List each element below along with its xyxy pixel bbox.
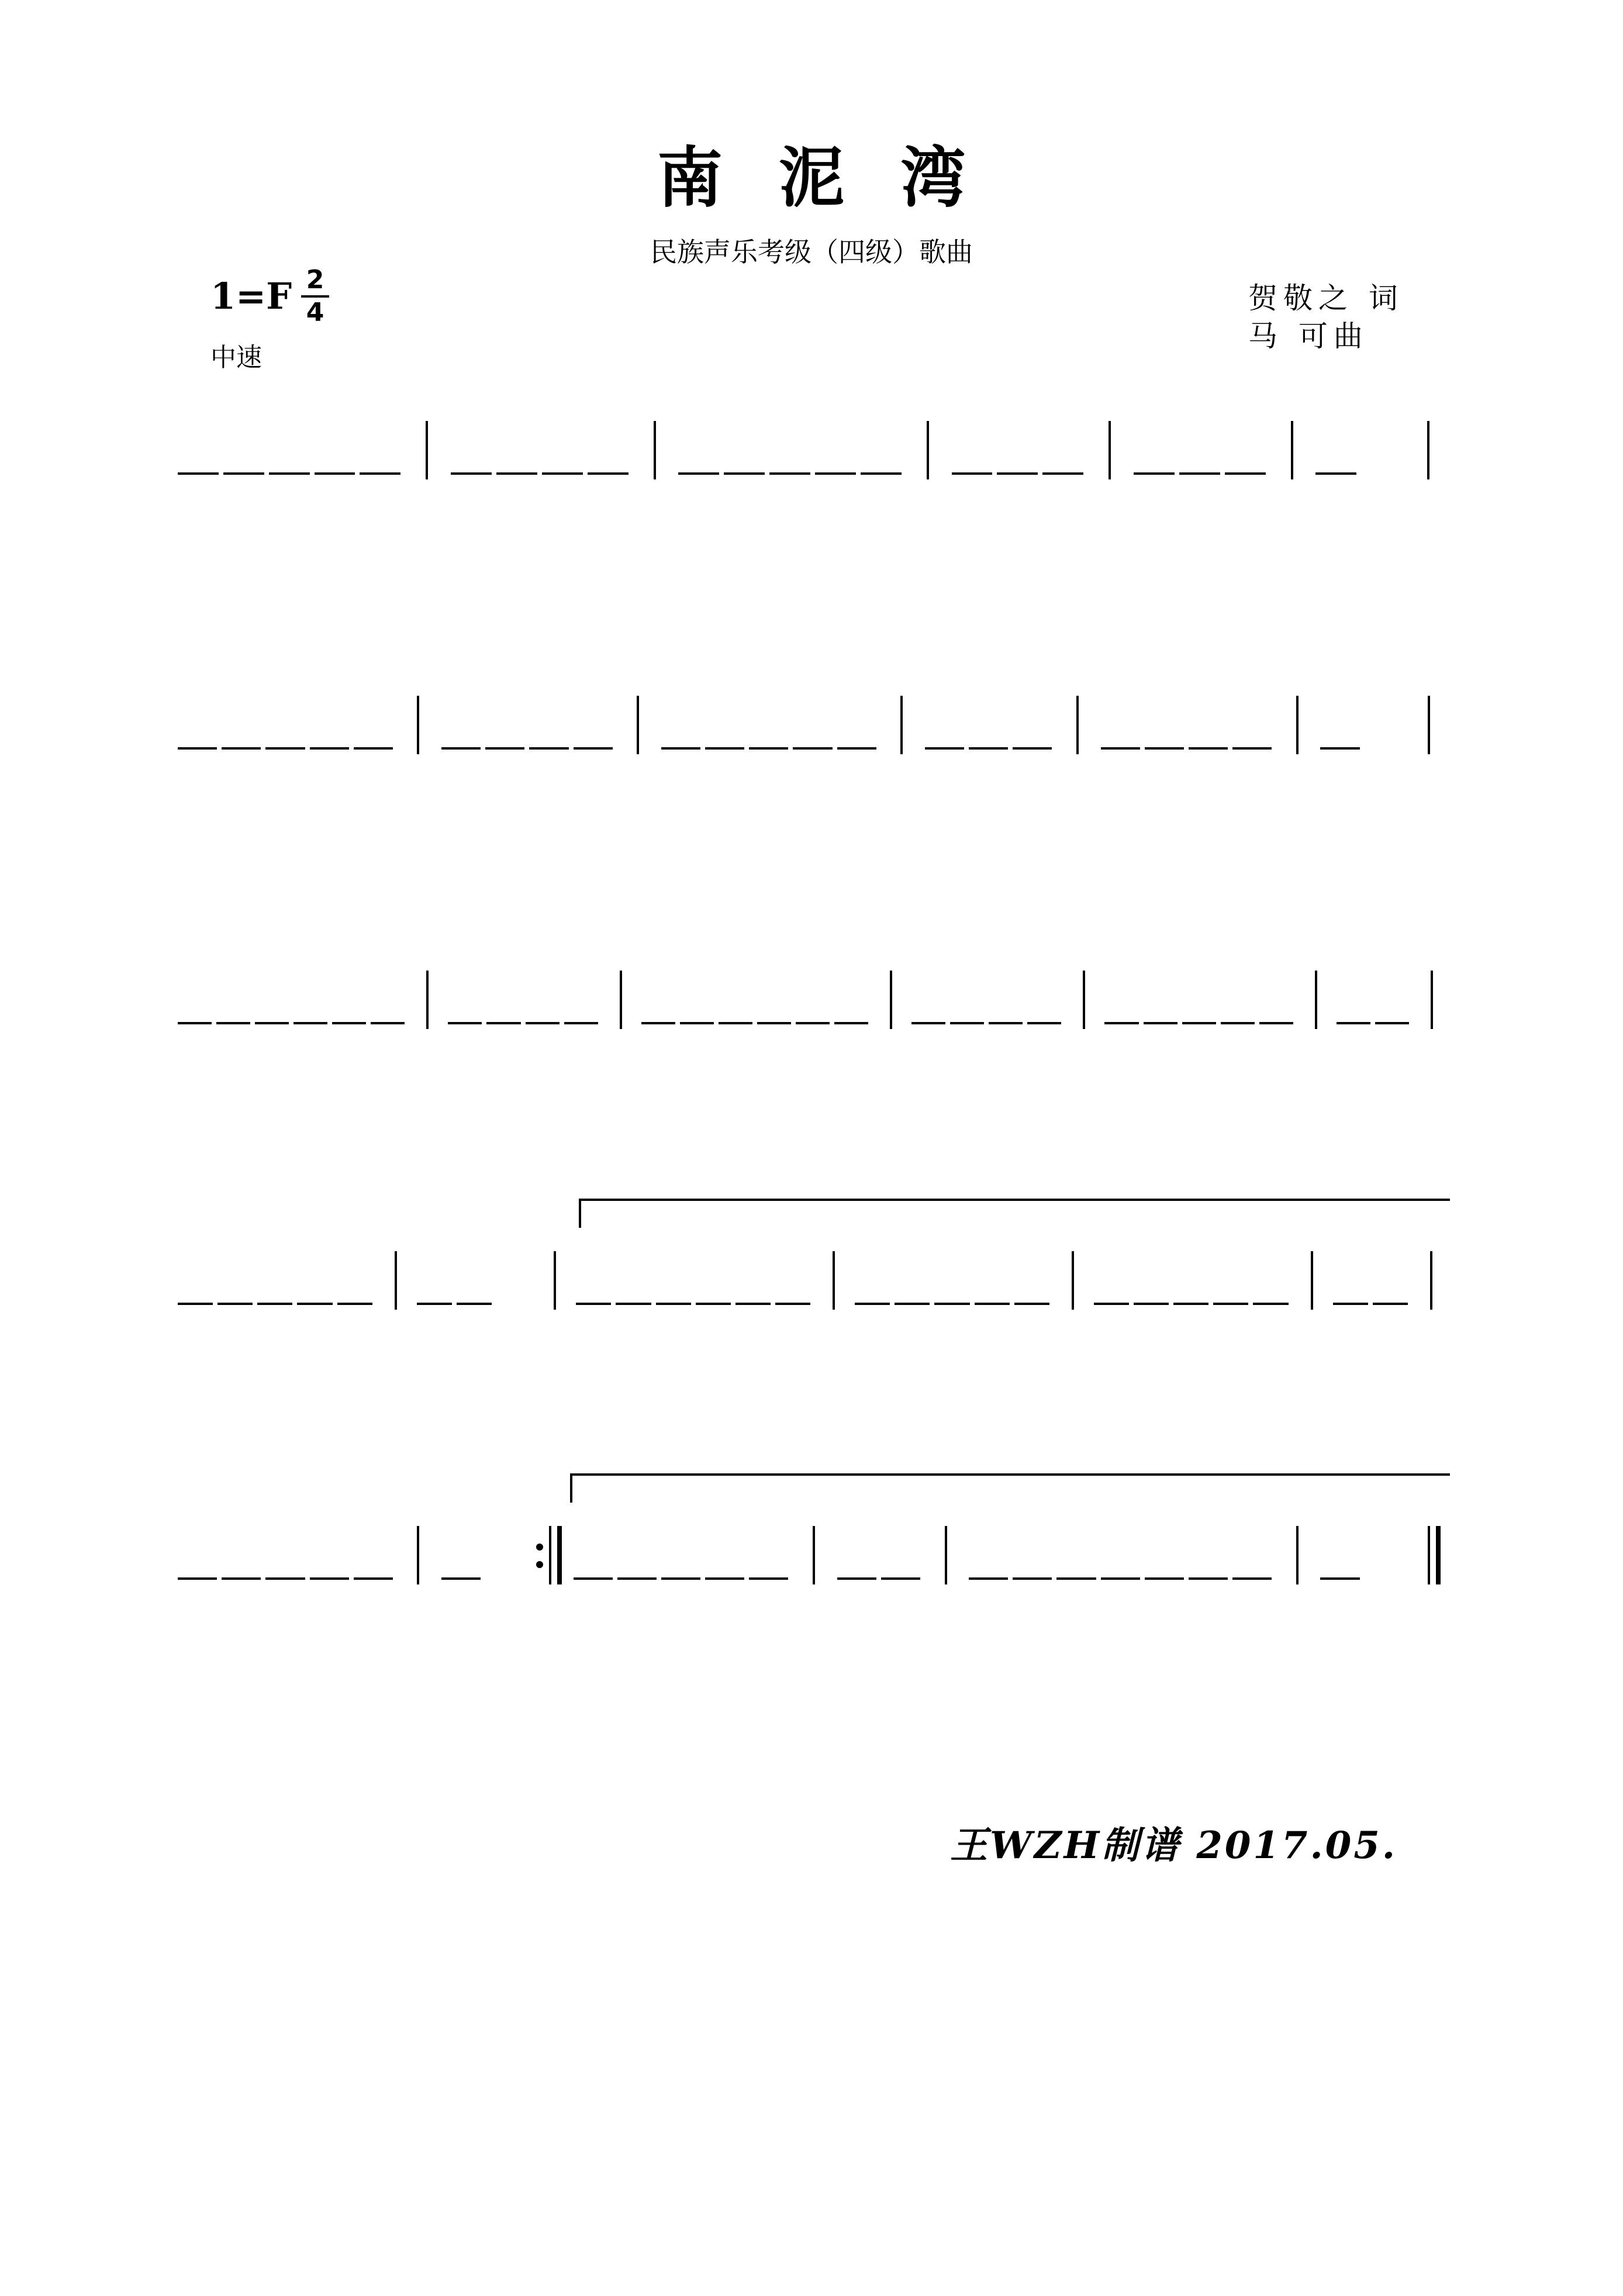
barline xyxy=(1296,696,1299,754)
underline xyxy=(661,1577,700,1580)
underline xyxy=(1042,472,1083,475)
underline xyxy=(441,1577,481,1580)
underline xyxy=(485,747,524,750)
barline xyxy=(1428,1526,1430,1584)
underline xyxy=(293,1022,327,1024)
underline xyxy=(297,1303,332,1305)
underline xyxy=(269,472,310,475)
underline xyxy=(696,1303,731,1305)
underline xyxy=(749,747,788,750)
underline xyxy=(1225,472,1266,475)
underline xyxy=(354,747,393,750)
underline xyxy=(178,747,217,750)
underline xyxy=(1144,1022,1177,1024)
underline xyxy=(255,1022,289,1024)
barline xyxy=(833,1251,835,1310)
underline xyxy=(1013,1577,1052,1580)
underline xyxy=(757,1022,791,1024)
underline xyxy=(1056,1577,1096,1580)
barline-double xyxy=(557,1526,562,1584)
barline xyxy=(1076,696,1079,754)
time-signature xyxy=(301,266,329,327)
tempo-marking: 中速 xyxy=(210,343,262,372)
underline xyxy=(315,472,355,475)
underline xyxy=(1189,1577,1228,1580)
underline xyxy=(911,1022,945,1024)
underline xyxy=(1320,1577,1359,1580)
underline xyxy=(934,1303,969,1305)
underline xyxy=(257,1303,292,1305)
underline xyxy=(861,472,902,475)
underline xyxy=(1320,747,1359,750)
lyricist-credit: 贺敬之 词 xyxy=(1248,281,1404,315)
underline xyxy=(216,1022,250,1024)
underline xyxy=(950,1022,984,1024)
volta-line xyxy=(570,1473,572,1503)
underline xyxy=(837,1577,876,1580)
underline xyxy=(656,1303,691,1305)
underline xyxy=(441,747,481,750)
underline xyxy=(1259,1022,1293,1024)
barline xyxy=(927,421,929,479)
underline xyxy=(1221,1022,1255,1024)
underline xyxy=(793,747,832,750)
underline xyxy=(451,472,492,475)
underline xyxy=(1014,1303,1049,1305)
underline xyxy=(576,1303,611,1305)
time-numerator: 2 xyxy=(306,265,324,295)
underline xyxy=(1232,747,1272,750)
underline xyxy=(1134,1303,1169,1305)
barline xyxy=(554,1251,556,1310)
underline xyxy=(265,747,305,750)
underline xyxy=(1213,1303,1248,1305)
underline xyxy=(223,472,264,475)
underline xyxy=(975,1303,1010,1305)
underline xyxy=(526,1022,560,1024)
underline xyxy=(178,1577,217,1580)
underline xyxy=(1315,472,1356,475)
underline xyxy=(989,1022,1023,1024)
underline xyxy=(834,1022,868,1024)
underline xyxy=(775,1303,810,1305)
underline xyxy=(705,747,744,750)
underline xyxy=(542,472,583,475)
underline xyxy=(952,472,993,475)
underline xyxy=(1101,747,1140,750)
underline xyxy=(1375,1022,1409,1024)
barline xyxy=(395,1251,397,1310)
underline xyxy=(337,1303,372,1305)
underline xyxy=(1145,1577,1184,1580)
underline xyxy=(486,1022,520,1024)
underline xyxy=(1013,747,1052,750)
underline xyxy=(1232,1577,1272,1580)
underline xyxy=(1173,1303,1208,1305)
underline xyxy=(617,1577,657,1580)
underline xyxy=(705,1577,744,1580)
barline-double xyxy=(1436,1526,1441,1584)
underline xyxy=(735,1303,771,1305)
underline xyxy=(661,747,700,750)
volta-bracket xyxy=(579,1199,1450,1201)
barline xyxy=(426,421,428,479)
barline xyxy=(1315,971,1317,1029)
underline xyxy=(815,472,856,475)
volta-line xyxy=(579,1199,581,1228)
underline xyxy=(1182,1022,1216,1024)
underline xyxy=(574,1577,613,1580)
underline xyxy=(969,747,1008,750)
underline xyxy=(881,1577,920,1580)
underline xyxy=(769,472,810,475)
transcriber-signature: 王WZH制谱 2017.05. xyxy=(950,1824,1398,1867)
underline xyxy=(855,1303,890,1305)
underline xyxy=(641,1022,675,1024)
underline xyxy=(496,472,537,475)
underline xyxy=(354,1577,393,1580)
underline xyxy=(332,1022,366,1024)
underline xyxy=(564,1022,598,1024)
underline xyxy=(1189,747,1228,750)
underline xyxy=(749,1577,788,1580)
barline xyxy=(900,696,903,754)
barline xyxy=(637,696,639,754)
underline xyxy=(1104,1022,1138,1024)
underline xyxy=(310,1577,349,1580)
underline xyxy=(997,472,1038,475)
underline xyxy=(222,1577,261,1580)
barline xyxy=(1427,421,1429,479)
underline xyxy=(529,747,568,750)
underline xyxy=(895,1303,930,1305)
barline xyxy=(1311,1251,1313,1310)
underline xyxy=(360,472,400,475)
song-title: 南泥湾 xyxy=(657,140,1022,216)
barline xyxy=(813,1526,815,1584)
underline xyxy=(724,472,765,475)
time-denominator: 4 xyxy=(306,298,324,327)
barline xyxy=(1109,421,1111,479)
underline xyxy=(417,1303,452,1305)
underline xyxy=(217,1303,253,1305)
barline xyxy=(1431,971,1433,1029)
underline xyxy=(1145,747,1184,750)
volta-bracket xyxy=(570,1473,1450,1476)
barline xyxy=(549,1526,551,1584)
barline xyxy=(890,971,892,1029)
underline xyxy=(616,1303,651,1305)
underline xyxy=(1101,1577,1140,1580)
barline xyxy=(417,696,419,754)
barline xyxy=(1072,1251,1074,1310)
underline xyxy=(1134,472,1175,475)
repeat-dot xyxy=(536,1561,543,1568)
underline xyxy=(925,747,964,750)
song-subtitle: 民族声乐考级（四级）歌曲 xyxy=(650,236,973,268)
barline xyxy=(1083,971,1085,1029)
underline xyxy=(178,1022,212,1024)
underline xyxy=(1333,1303,1368,1305)
barline xyxy=(654,421,656,479)
underline xyxy=(448,1022,482,1024)
underline xyxy=(1027,1022,1061,1024)
repeat-dot xyxy=(536,1544,543,1551)
underline xyxy=(178,1303,213,1305)
underline xyxy=(969,1577,1008,1580)
composer-credit: 马 可曲 xyxy=(1248,319,1369,353)
underline xyxy=(588,472,629,475)
underline xyxy=(1373,1303,1408,1305)
barline xyxy=(620,971,622,1029)
underline xyxy=(1094,1303,1129,1305)
underline xyxy=(1179,472,1220,475)
underline xyxy=(457,1303,492,1305)
underline xyxy=(574,747,613,750)
barline xyxy=(1291,421,1293,479)
barline xyxy=(945,1526,947,1584)
key-signature: 1=F xyxy=(210,275,292,317)
underline xyxy=(678,472,719,475)
underline xyxy=(1253,1303,1288,1305)
underline xyxy=(265,1577,305,1580)
barline xyxy=(417,1526,419,1584)
barline xyxy=(1428,696,1430,754)
underline xyxy=(222,747,261,750)
underline xyxy=(178,472,219,475)
underline xyxy=(796,1022,830,1024)
underline xyxy=(837,747,876,750)
barline xyxy=(1296,1526,1299,1584)
underline xyxy=(371,1022,405,1024)
underline xyxy=(719,1022,752,1024)
underline xyxy=(1337,1022,1370,1024)
underline xyxy=(680,1022,714,1024)
underline xyxy=(310,747,349,750)
barline xyxy=(1430,1251,1432,1310)
barline xyxy=(426,971,429,1029)
